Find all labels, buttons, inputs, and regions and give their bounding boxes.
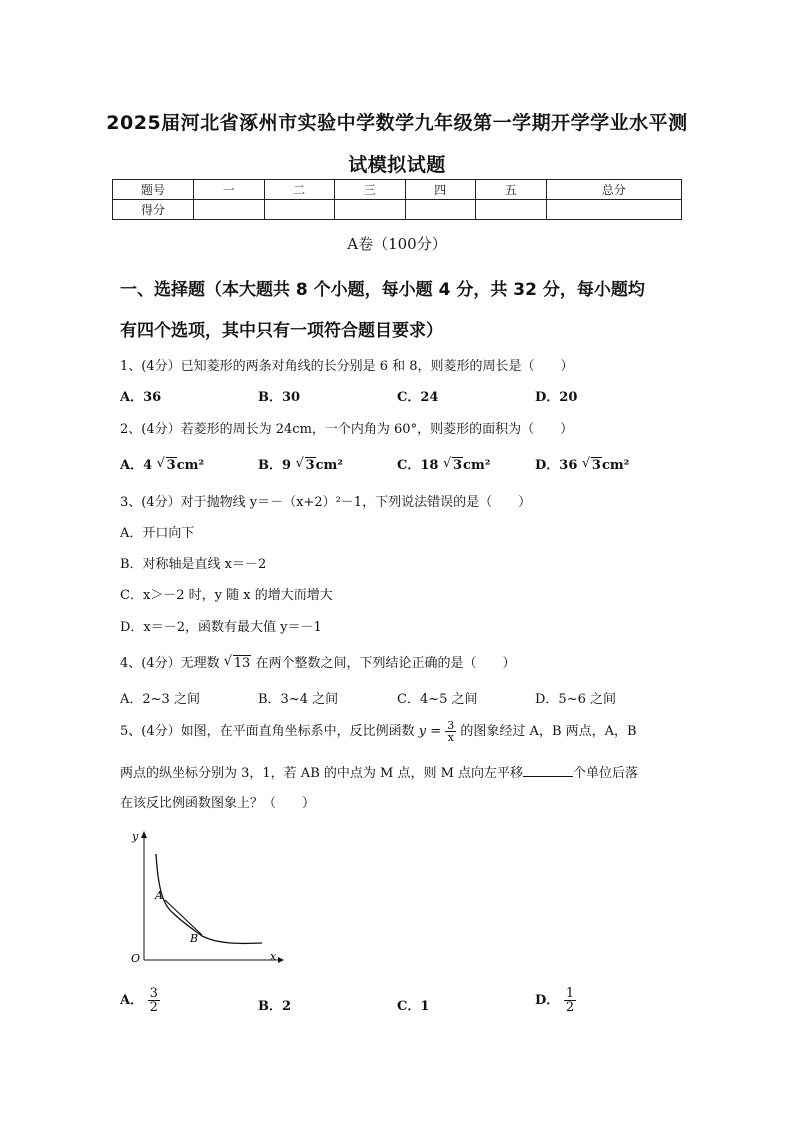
q3-option-c: C．x＞－2 时，y 随 x 的增大而增大 — [120, 588, 333, 603]
q5-stem-mid: 的图象经过 A，B 两点，A，B — [460, 724, 637, 739]
option-fraction — [148, 987, 160, 1014]
radicand: 3 — [452, 458, 463, 473]
score-input-cell — [476, 200, 547, 220]
table-cell: 得分 — [113, 200, 194, 220]
y-axis-label: y — [132, 830, 139, 843]
inverse-function-graph — [118, 826, 288, 968]
fraction-numerator: 3 — [149, 986, 158, 1001]
option-prefix: A．4 — [120, 458, 153, 473]
y-axis-arrow — [141, 831, 147, 838]
radicand: 3 — [166, 458, 176, 473]
q4-option-d: D．5~6 之间 — [535, 692, 616, 707]
table-cell: 五 — [476, 180, 547, 200]
unit: cm² — [601, 458, 630, 473]
sqrt-symbol — [157, 458, 177, 473]
point-b-label: B — [190, 932, 199, 945]
score-input-cell — [194, 200, 265, 220]
question-3-stem: 3、(4分）对于抛物线 y＝－（x+2）²－1，下列说法错误的是（ ） — [120, 495, 532, 510]
question-4-stem — [120, 652, 515, 671]
option-prefix: D．36 — [535, 458, 578, 473]
score-input-cell — [335, 200, 406, 220]
sqrt-symbol — [443, 458, 463, 473]
table-cell: 四 — [405, 180, 476, 200]
table-cell: 二 — [264, 180, 335, 200]
table-cell: 题号 — [113, 180, 194, 200]
q2-option-c — [397, 454, 490, 473]
option-prefix: D． — [535, 993, 560, 1008]
page-title-line1: 2025届河北省涿州市实验中学数学九年级第一学期开学学业水平测 — [106, 112, 688, 134]
sqrt-symbol — [582, 458, 602, 473]
q2-option-d — [535, 454, 629, 473]
q2-option-a — [120, 454, 204, 473]
part1-heading-line1: 一、选择题（本大题共 8 个小题，每小题 4 分，共 32 分，每小题均 — [120, 280, 645, 300]
score-table — [112, 179, 682, 220]
q4-stem-pre: 4、(4分）无理数 — [120, 656, 220, 671]
table-cell: 一 — [194, 180, 265, 200]
table-cell: 总分 — [546, 180, 682, 200]
option-prefix: A． — [120, 993, 144, 1008]
q3-option-a: A．开口向下 — [120, 526, 195, 541]
q1-option-b: B．30 — [258, 390, 301, 405]
q4-option-b: B．3~4 之间 — [258, 692, 339, 707]
q5-option-c: C．1 — [397, 999, 430, 1014]
score-input-cell — [264, 200, 335, 220]
fraction-denominator: 2 — [565, 1000, 575, 1015]
q5-option-d — [535, 987, 576, 1014]
radicand: 3 — [305, 458, 315, 473]
hyperbola-curve — [156, 854, 262, 943]
x-axis-label: x — [270, 950, 277, 963]
q4-option-a: A．2~3 之间 — [120, 692, 200, 707]
radicand: 3 — [591, 458, 601, 473]
part1-heading-line2: 有四个选项，其中只有一项符合题目要求） — [120, 321, 443, 341]
fraction-denominator: 2 — [149, 1000, 158, 1015]
function-fraction — [445, 720, 456, 743]
sqrt-symbol — [296, 458, 316, 473]
option-fraction — [564, 987, 576, 1014]
q5-line2-post: 个单位后落 — [573, 766, 639, 781]
unit: cm² — [176, 458, 205, 473]
page-title-line2: 试模拟试题 — [348, 154, 446, 176]
option-prefix: C．18 — [397, 458, 439, 473]
segment-ab — [165, 900, 202, 935]
radicand: 13 — [233, 656, 251, 671]
x-axis-arrow — [278, 957, 284, 963]
score-table-header-row — [113, 180, 682, 200]
unit: cm² — [463, 458, 491, 473]
question-1-stem: 1、(4分）已知菱形的两条对角线的长分别是 6 和 8，则菱形的周长是（ ） — [120, 359, 574, 374]
option-prefix: B．9 — [258, 458, 292, 473]
q4-stem-post: 在两个整数之间，下列结论正确的是（ ） — [255, 656, 516, 671]
score-input-cell — [405, 200, 476, 220]
fraction-numerator: 1 — [565, 986, 575, 1001]
origin-label: O — [131, 952, 141, 965]
function-lhs: y = — [418, 724, 442, 739]
q1-option-d: D．20 — [535, 390, 578, 405]
score-table-score-row — [113, 200, 682, 220]
q2-option-b — [258, 454, 343, 473]
q5-option-b: B．2 — [258, 999, 292, 1014]
q1-option-c: C．24 — [397, 390, 439, 405]
question-2-stem: 2、(4分）若菱形的周长为 24cm，一个内角为 60°，则菱形的面积为（ ） — [120, 422, 574, 437]
q1-option-a: A．36 — [120, 390, 162, 405]
point-a-label: A — [155, 889, 163, 902]
sqrt-symbol — [224, 656, 252, 671]
q3-option-b: B．对称轴是直线 x＝－2 — [120, 557, 267, 572]
question-5-stem-line2 — [120, 762, 638, 781]
q5-option-a — [120, 987, 160, 1014]
answer-blank — [523, 776, 573, 777]
unit: cm² — [315, 458, 343, 473]
question-5-stem-line1 — [120, 720, 637, 743]
score-input-cell — [546, 200, 682, 220]
question-5-stem-line3: 在该反比例函数图象上？（ ） — [120, 796, 316, 811]
q4-option-c: C．4~5 之间 — [397, 692, 478, 707]
q5-line2-pre: 两点的纵坐标分别为 3，1，若 AB 的中点为 M 点，则 M 点向左平移 — [120, 766, 524, 781]
fraction-denominator: x — [447, 731, 454, 744]
q3-option-d: D．x＝－2，函数有最大值 y＝－1 — [120, 620, 322, 635]
section-a-heading: A卷（100分） — [347, 235, 447, 253]
table-cell: 三 — [335, 180, 406, 200]
fraction-numerator: 3 — [447, 719, 455, 732]
q5-stem-pre: 5、(4分）如图，在平面直角坐标系中，反比例函数 — [120, 724, 415, 739]
